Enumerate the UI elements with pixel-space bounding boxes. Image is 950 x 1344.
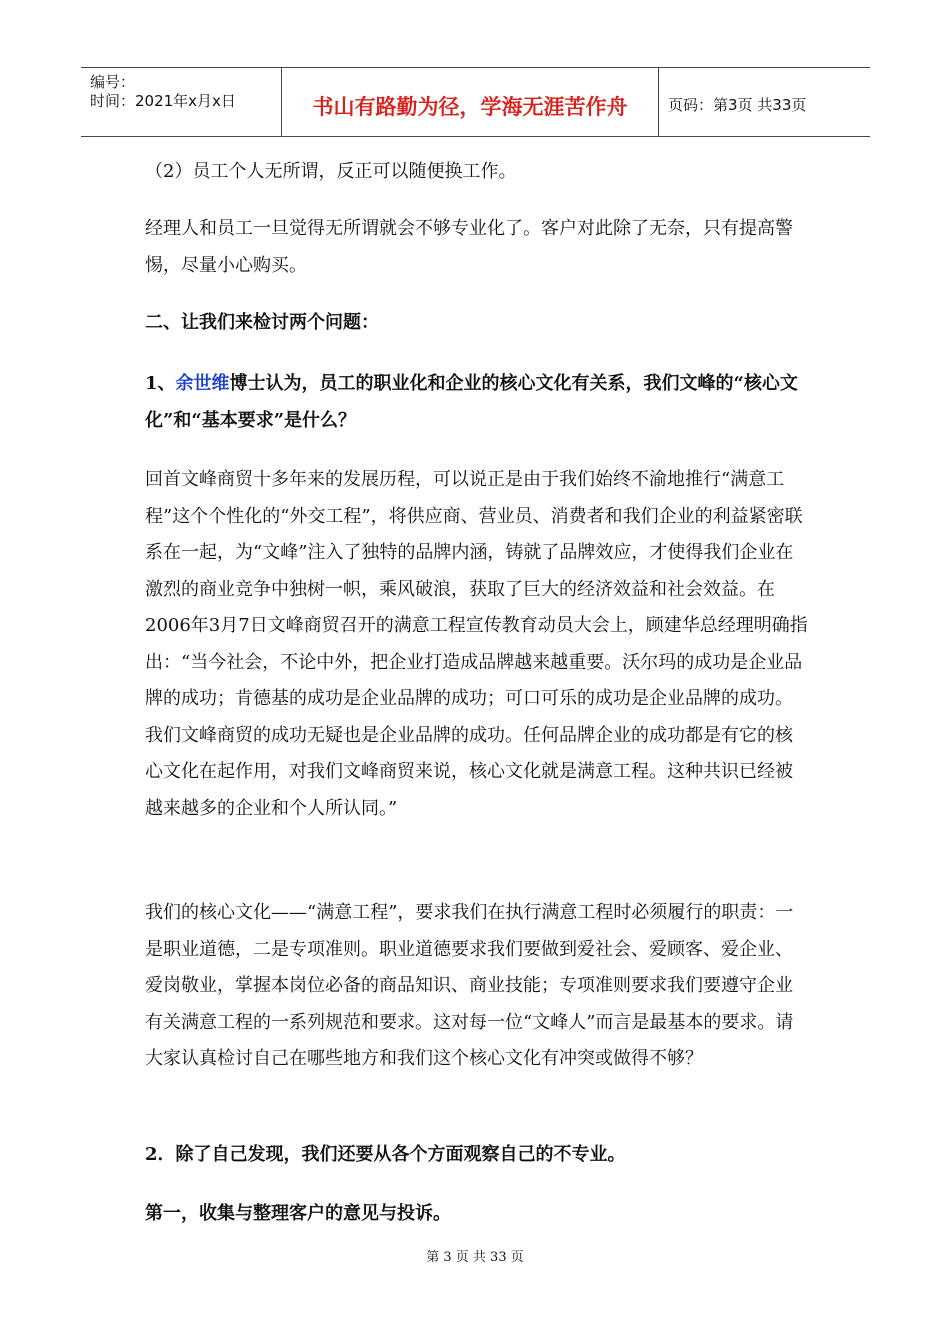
question-1	[145, 366, 810, 439]
question-2: 2．除了自己发现，我们还要从各个方面观察自己的不专业。	[145, 1144, 626, 1165]
paragraph-4: 我们的核心文化——“满意工程”，要求我们在执行满意工程时必须履行的职责：一是职业道德，二是专项准则。职业道德要求我们要做到爱社会、爱顾客、爱企业、爱岗敬业，掌握本岗位必备的商品知识、商业技能；专项准则要求我们要遵守企业有关满意工程的一系列规范和要求。这对每一位“文峰人”而言是最基本的要求。请大家认真检讨自己在哪些地方和我们这个核心文化有冲突或做得不够？	[145, 902, 794, 1069]
header-page-cell	[659, 68, 870, 136]
page-footer: 第 3 页 共 33 页	[426, 1250, 524, 1265]
point-1: 第一，收集与整理客户的意见与投诉。	[145, 1203, 451, 1224]
paragraph-2: 经理人和员工一旦觉得无所谓就会不够专业化了。客户对此除了无奈，只有提高警惕，尽量小心购买。	[145, 218, 793, 276]
page-info: 页码：第3页 共33页	[668, 96, 807, 114]
paragraph-1: （2）员工个人无所谓，反正可以随便换工作。	[145, 161, 517, 182]
motto: 书山有路勤为径，学海无涯苦作舟	[312, 95, 628, 119]
number-label: 编号：	[90, 73, 136, 91]
question-1-prefix: 1、	[145, 373, 176, 394]
paragraph-3: 回首文峰商贸十多年来的发展历程，可以说正是由于我们始终不渝地推行“满意工程”这个个性化的“外交工程”，将供应商、营业员、消费者和我们企业的利益紧密联系在一起，为“文峰”注入了独特的品牌内涵，铸就了品牌效应，才使得我们企业在激烈的商业竞争中独树一帜，乘风破浪，获取了巨大的经济效益和社会效益。在2006年3月7日文峰商贸召开的满意工程宣传教育动员大会上，顾建华总经理明确指出：“当今社会，不论中外，把企业打造成品牌越来越重要。沃尔玛的成功是企业品牌的成功；肯德基的成功是企业品牌的成功；可口可乐的成功是企业品牌的成功。我们文峰商贸的成功无疑也是企业品牌的成功。任何品牌企业的成功都是有它的核心文化在起作用，对我们文峰商贸来说，核心文化就是满意工程。这种共识已经被越来越多的企业和个人所认同。”	[145, 469, 808, 819]
time-label: 时间：2021年x月x日	[90, 92, 236, 110]
question-1-text: 博士认为，员工的职业化和企业的核心文化有关系，我们文峰的“核心文化”和“基本要求”是什么？	[145, 373, 798, 431]
page-header	[81, 67, 870, 137]
header-motto-cell	[282, 68, 659, 136]
author-name-link[interactable]: 余世维	[175, 373, 230, 394]
section-heading: 二、让我们来检讨两个问题：	[145, 312, 379, 333]
header-meta-cell	[81, 68, 282, 136]
